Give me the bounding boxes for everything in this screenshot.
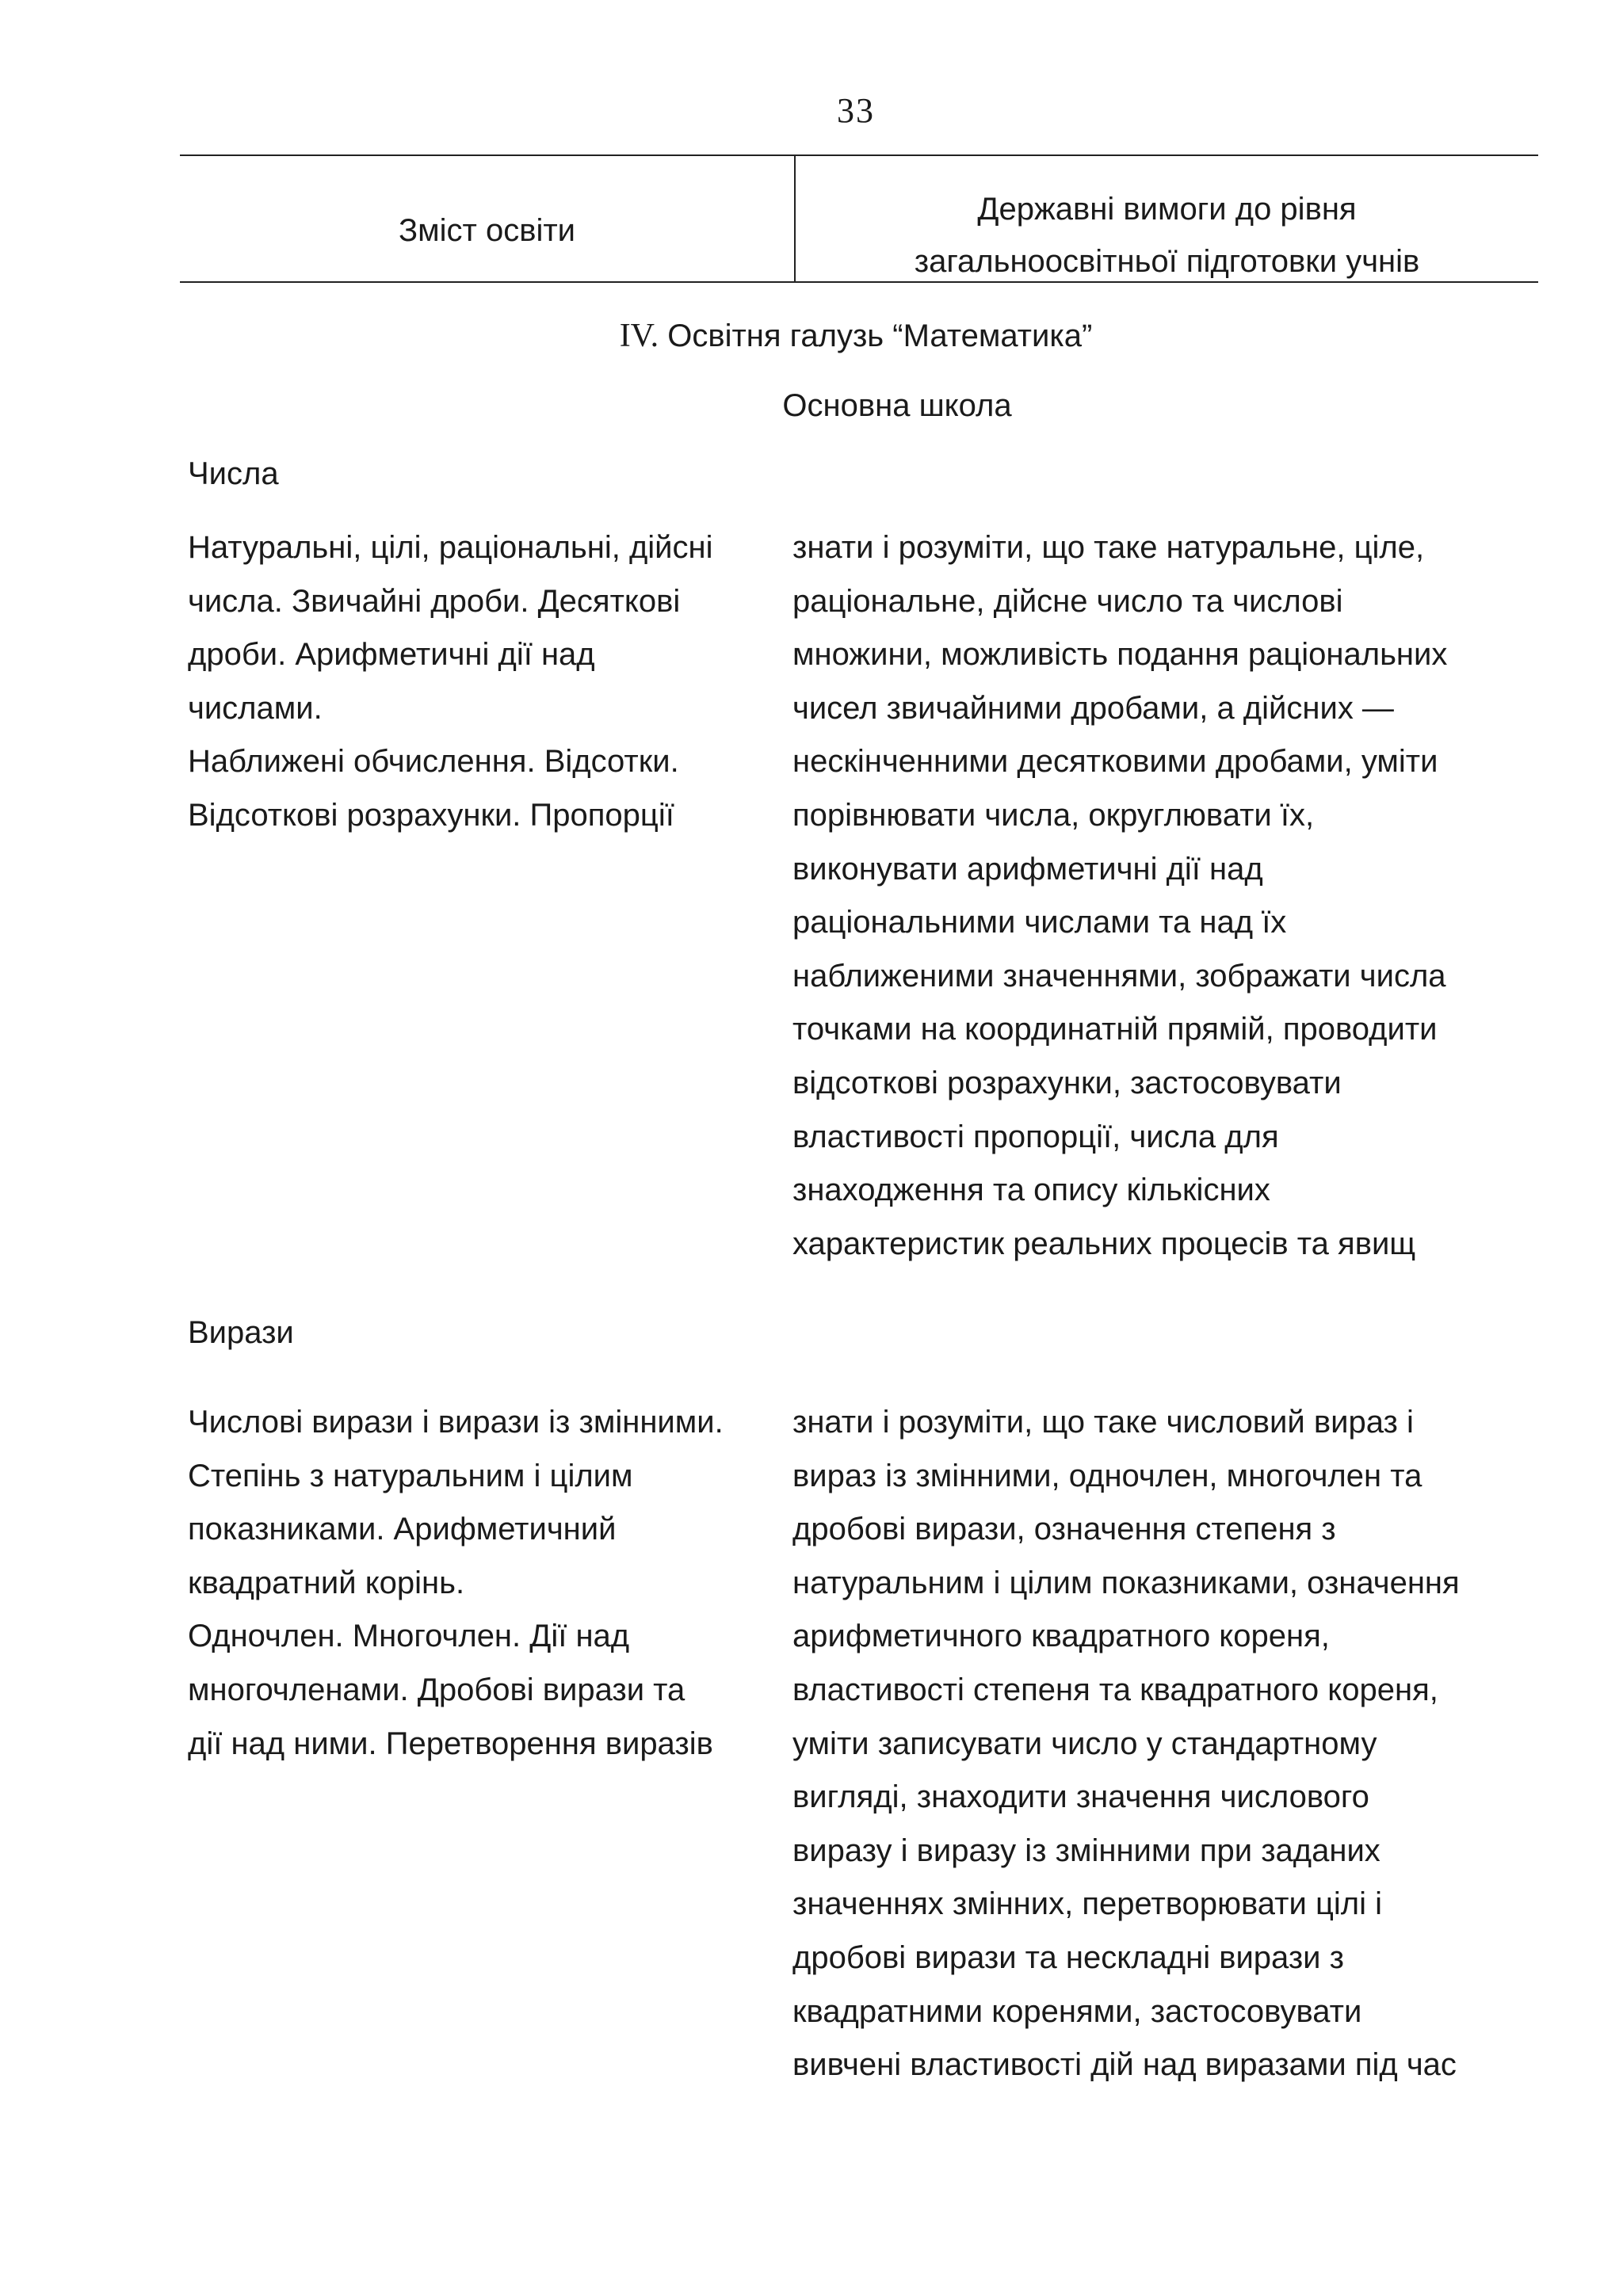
table-header bbox=[180, 154, 1538, 283]
requirement-line: чисел звичайними дробами, а дійсних — bbox=[792, 690, 1394, 726]
header-requirements-line: загальноосвітньої підготовки учнів bbox=[914, 244, 1420, 279]
section-title bbox=[0, 317, 1623, 355]
requirement-line: квадратними коренями, застосовувати bbox=[792, 1993, 1362, 2029]
requirement-line: характеристик реальних процесів та явищ bbox=[792, 1226, 1416, 1261]
content-line: Наближені обчислення. Відсотки. bbox=[188, 744, 679, 780]
requirement-line: раціональними числами та над їх bbox=[792, 905, 1287, 940]
content-line: Одночлен. Многочлен. Дії над bbox=[188, 1619, 630, 1654]
content-line: показниками. Арифметичний bbox=[188, 1512, 617, 1547]
content-line: квадратний корінь. bbox=[188, 1565, 465, 1600]
requirement-line: вираз із змінними, одночлен, многочлен та bbox=[792, 1458, 1423, 1493]
requirement-line: властивості степеня та квадратного кореня, bbox=[792, 1672, 1438, 1707]
requirement-line: арифметичного квадратного кореня, bbox=[792, 1619, 1330, 1654]
requirement-line: знати і розуміти, що таке натуральне, ціле, bbox=[792, 530, 1425, 565]
requirements-column-expressions bbox=[792, 1396, 1460, 2092]
content-column-expressions bbox=[188, 1396, 724, 1771]
content-line: многочленами. Дробові вирази та bbox=[188, 1672, 685, 1707]
content-column-numbers bbox=[188, 521, 713, 843]
content-line: числа. Звичайні дроби. Десяткові bbox=[188, 583, 681, 619]
content-line: Відсоткові розрахунки. Пропорції bbox=[188, 797, 674, 833]
requirement-line: вивчені властивості дій над виразами під час bbox=[792, 2047, 1457, 2083]
requirement-line: знаходження та опису кількісних bbox=[792, 1173, 1270, 1208]
topic-heading-numbers: Числа bbox=[188, 456, 279, 491]
content-line: Числові вирази і вирази із змінними. bbox=[188, 1405, 724, 1440]
requirement-line: вигляді, знаходити значення числового bbox=[792, 1779, 1369, 1815]
section-subtitle: Основна школа bbox=[782, 388, 1012, 423]
requirement-line: знати і розуміти, що таке числовий вираз і bbox=[792, 1405, 1414, 1440]
requirement-line: дробові вирази, означення степеня з bbox=[792, 1512, 1336, 1547]
requirement-line: порівнювати числа, округлювати їх, bbox=[792, 797, 1315, 833]
requirement-line: множини, можливість подання раціональних bbox=[792, 637, 1448, 673]
section-roman-numeral: IV. bbox=[619, 318, 659, 354]
requirement-line: виразу і виразу із змінними при заданих bbox=[792, 1833, 1381, 1868]
header-requirements-column bbox=[796, 183, 1538, 288]
requirement-line: точками на координатній прямій, проводити bbox=[792, 1012, 1438, 1047]
requirement-line: раціональне, дійсне число та числові bbox=[792, 583, 1343, 619]
section-title-text: Освітня галузь “Математика” bbox=[667, 318, 1093, 353]
page-number: 33 bbox=[837, 91, 875, 130]
requirement-line: наближеними значеннями, зображати числа bbox=[792, 958, 1446, 994]
header-content-column: Зміст освіти bbox=[398, 213, 576, 248]
content-line: Натуральні, цілі, раціональні, дійсні bbox=[188, 530, 713, 565]
content-line: Степінь з натуральним і цілим bbox=[188, 1458, 633, 1493]
content-line: дроби. Арифметичні дії над bbox=[188, 637, 595, 673]
header-requirements-line: Державні вимоги до рівня bbox=[977, 192, 1357, 227]
requirement-line: нескінченними десятковими дробами, уміти bbox=[792, 744, 1438, 780]
topic-heading-expressions: Вирази bbox=[188, 1315, 294, 1350]
requirement-line: виконувати арифметичні дії над bbox=[792, 851, 1263, 887]
requirement-line: дробові вирази та нескладні вирази з bbox=[792, 1939, 1344, 1975]
requirement-line: натуральним і цілим показниками, означення bbox=[792, 1565, 1460, 1600]
requirement-line: відсоткові розрахунки, застосовувати bbox=[792, 1065, 1342, 1100]
requirement-line: значеннях змінних, перетворювати цілі і bbox=[792, 1886, 1382, 1922]
requirements-column-numbers bbox=[792, 521, 1447, 1271]
content-line: дії над ними. Перетворення виразів bbox=[188, 1726, 713, 1761]
requirement-line: уміти записувати число у стандартному bbox=[792, 1726, 1377, 1761]
content-line: числами. bbox=[188, 690, 323, 726]
requirement-line: властивості пропорції, числа для bbox=[792, 1119, 1279, 1154]
